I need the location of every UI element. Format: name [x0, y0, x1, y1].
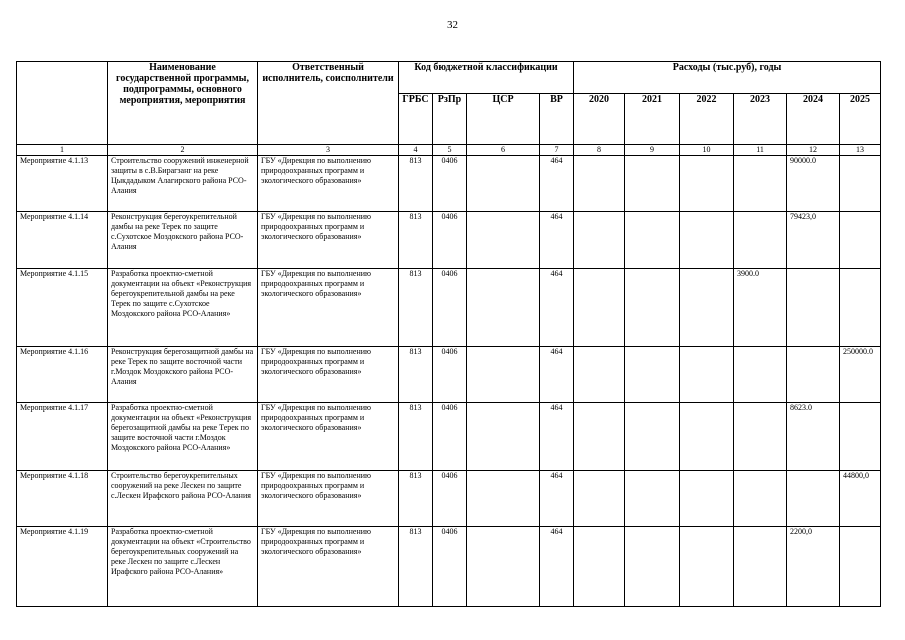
row-2024 — [787, 269, 840, 347]
row-2025 — [840, 269, 881, 347]
row-2024: 79423,0 — [787, 212, 840, 269]
row-2020 — [574, 403, 625, 471]
row-2025 — [840, 527, 881, 607]
row-rzpr: 0406 — [433, 212, 467, 269]
column-number-row — [17, 145, 881, 156]
row-csr — [467, 269, 540, 347]
row-id: Мероприятие 4.1.14 — [17, 212, 108, 269]
row-2021 — [625, 527, 680, 607]
row-2023: 3900.0 — [734, 269, 787, 347]
row-2021 — [625, 212, 680, 269]
row-id: Мероприятие 4.1.13 — [17, 156, 108, 212]
column-number: 5 — [433, 145, 467, 156]
header-grbs: ГРБС — [399, 94, 433, 145]
row-2023 — [734, 347, 787, 403]
row-rzpr: 0406 — [433, 471, 467, 527]
header-vr: ВР — [540, 94, 574, 145]
header-year: 2021 — [625, 94, 680, 145]
header-rzpr: РзПр — [433, 94, 467, 145]
row-2025: 44800,0 — [840, 471, 881, 527]
column-number: 13 — [840, 145, 881, 156]
row-name: Разработка проектно-сметной документации на объект «Реконструкция берегозащитной дамбы на реке Терек по защите восточной части г.Моздок Моздокского района РСО-Алания» — [108, 403, 258, 471]
row-2024: 8623.0 — [787, 403, 840, 471]
row-2021 — [625, 471, 680, 527]
table-row — [17, 403, 881, 471]
row-grbs: 813 — [399, 212, 433, 269]
row-csr — [467, 527, 540, 607]
row-2021 — [625, 403, 680, 471]
row-executor: ГБУ «Дирекция по выполнению природоохранных программ и экологического образования» — [258, 403, 399, 471]
row-2025: 250000.0 — [840, 347, 881, 403]
column-number: 4 — [399, 145, 433, 156]
row-2025 — [840, 403, 881, 471]
row-csr — [467, 403, 540, 471]
page-number: 32 — [447, 19, 458, 31]
header-csr: ЦСР — [467, 94, 540, 145]
column-number: 9 — [625, 145, 680, 156]
row-rzpr: 0406 — [433, 156, 467, 212]
row-2024 — [787, 347, 840, 403]
row-rzpr: 0406 — [433, 347, 467, 403]
header-year: 2020 — [574, 94, 625, 145]
row-name: Реконструкция берегозащитной дамбы на реке Терек по защите восточной части г.Моздок Моздокского района РСО-Алания — [108, 347, 258, 403]
row-grbs: 813 — [399, 403, 433, 471]
table-row — [17, 471, 881, 527]
table-row — [17, 527, 881, 607]
header-year: 2025 — [840, 94, 881, 145]
row-2021 — [625, 269, 680, 347]
header-budget-code: Код бюджетной классификации — [399, 62, 574, 94]
row-vr: 464 — [540, 347, 574, 403]
row-2020 — [574, 527, 625, 607]
column-number: 12 — [787, 145, 840, 156]
header-year: 2022 — [680, 94, 734, 145]
column-number: 2 — [108, 145, 258, 156]
row-2023 — [734, 527, 787, 607]
row-name: Реконструкция берегоукрепительной дамбы на реке Терек по защите с.Сухотское Моздокского района РСО-Алания — [108, 212, 258, 269]
row-2020 — [574, 156, 625, 212]
row-2020 — [574, 212, 625, 269]
row-grbs: 813 — [399, 269, 433, 347]
row-id: Мероприятие 4.1.18 — [17, 471, 108, 527]
header-year: 2024 — [787, 94, 840, 145]
row-vr: 464 — [540, 471, 574, 527]
row-executor: ГБУ «Дирекция по выполнению природоохранных программ и экологического образования» — [258, 471, 399, 527]
row-2024 — [787, 471, 840, 527]
header-row-top — [17, 62, 881, 94]
row-vr: 464 — [540, 403, 574, 471]
row-name: Строительство сооружений инженерной защиты в с.В.Бирагзанг на реке Цыкдадыком Алагирского района РСО-Алания — [108, 156, 258, 212]
row-rzpr: 0406 — [433, 269, 467, 347]
row-csr — [467, 347, 540, 403]
row-grbs: 813 — [399, 156, 433, 212]
header-name: Наименование государственной программы, подпрограммы, основного мероприятия, мероприятия — [108, 62, 258, 145]
row-2022 — [680, 347, 734, 403]
table-row — [17, 212, 881, 269]
row-csr — [467, 212, 540, 269]
row-executor: ГБУ «Дирекция по выполнению природоохранных программ и экологического образования» — [258, 347, 399, 403]
row-id: Мероприятие 4.1.19 — [17, 527, 108, 607]
row-name: Разработка проектно-сметной документации на объект «Реконструкция берегоукрепительной дамбы на реке Терек по защите с.Сухотское Моздокского района РСО-Алания» — [108, 269, 258, 347]
column-number: 3 — [258, 145, 399, 156]
row-2021 — [625, 347, 680, 403]
column-number: 1 — [17, 145, 108, 156]
row-csr — [467, 156, 540, 212]
row-vr: 464 — [540, 156, 574, 212]
row-grbs: 813 — [399, 527, 433, 607]
table-row — [17, 156, 881, 212]
column-number: 10 — [680, 145, 734, 156]
header-empty-cell — [17, 62, 108, 145]
row-2024: 2200,0 — [787, 527, 840, 607]
row-id: Мероприятие 4.1.16 — [17, 347, 108, 403]
row-grbs: 813 — [399, 347, 433, 403]
row-executor: ГБУ «Дирекция по выполнению природоохранных программ и экологического образования» — [258, 527, 399, 607]
row-2023 — [734, 156, 787, 212]
row-name: Разработка проектно-сметной документации на объект «Строительство берегоукрепительных сооружений на реке Лескен по защите с.Лескен Ирафского района РСО-Алания» — [108, 527, 258, 607]
table-row — [17, 269, 881, 347]
row-2022 — [680, 471, 734, 527]
row-2022 — [680, 269, 734, 347]
row-2022 — [680, 527, 734, 607]
row-rzpr: 0406 — [433, 403, 467, 471]
column-number: 8 — [574, 145, 625, 156]
header-executor: Ответственный исполнитель, соисполнители — [258, 62, 399, 145]
row-csr — [467, 471, 540, 527]
row-executor: ГБУ «Дирекция по выполнению природоохранных программ и экологического образования» — [258, 212, 399, 269]
row-2022 — [680, 156, 734, 212]
row-2020 — [574, 471, 625, 527]
row-grbs: 813 — [399, 471, 433, 527]
table-row — [17, 347, 881, 403]
row-2024: 90000.0 — [787, 156, 840, 212]
row-rzpr: 0406 — [433, 527, 467, 607]
row-executor: ГБУ «Дирекция по выполнению природоохранных программ и экологического образования» — [258, 269, 399, 347]
row-id: Мероприятие 4.1.17 — [17, 403, 108, 471]
row-2022 — [680, 212, 734, 269]
column-number: 11 — [734, 145, 787, 156]
budget-table — [16, 61, 881, 607]
column-number: 7 — [540, 145, 574, 156]
row-2025 — [840, 156, 881, 212]
column-number: 6 — [467, 145, 540, 156]
row-2023 — [734, 212, 787, 269]
row-vr: 464 — [540, 212, 574, 269]
header-year: 2023 — [734, 94, 787, 145]
row-2025 — [840, 212, 881, 269]
row-executor: ГБУ «Дирекция по выполнению природоохранных программ и экологического образования» — [258, 156, 399, 212]
row-2023 — [734, 403, 787, 471]
row-vr: 464 — [540, 269, 574, 347]
row-2022 — [680, 403, 734, 471]
row-2023 — [734, 471, 787, 527]
row-id: Мероприятие 4.1.15 — [17, 269, 108, 347]
row-2020 — [574, 347, 625, 403]
header-expenses: Расходы (тыс.руб), годы — [574, 62, 881, 94]
row-vr: 464 — [540, 527, 574, 607]
row-2020 — [574, 269, 625, 347]
row-2021 — [625, 156, 680, 212]
row-name: Строительство берегоукрепительных сооружений на реке Лескен по защите с.Лескен Ирафского района РСО-Алания — [108, 471, 258, 527]
